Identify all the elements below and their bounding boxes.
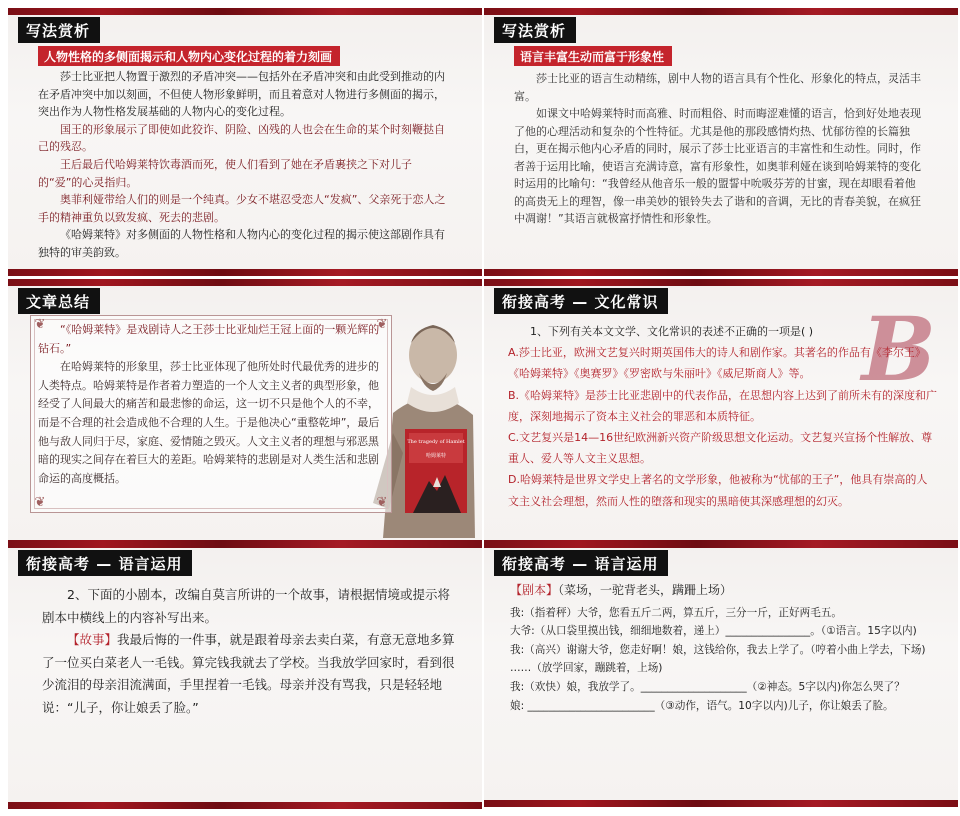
slide-title: 写法赏析 <box>18 17 100 43</box>
story <box>42 629 462 719</box>
book-cover-image <box>405 429 467 513</box>
slide-title: 衔接高考 — 文化常识 <box>494 288 668 314</box>
paragraph: 如课文中哈姆莱特时而高雅、时而粗俗、时而晦涩难懂的语言，恰到好处地表现了他的心理活动和复杂的个性特征。尤其是他的那段感情灼热、忧郁彷徨的长篇独白，更在揭示他内心矛盾的同时，展示了莎士比亚语言的丰富性和生动性。同时，作者善于运用比喻，使语言充满诗意，富有形象性，如奥菲利娅在谈到哈姆莱特的变化时运用的比喻句：“我曾经从他音乐一般的盟誓中吮吸芬芳的甘蜜，现在却眼看着他的高贵无上的理智，像一串美妙的银铃失去了谐和的音调，无比的青春美貌，在疯狂中凋谢！”其语言就极富抒情性和形象性。 <box>514 107 921 225</box>
option-b: B.《哈姆莱特》是莎士比亚悲剧中的代表作品，在思想内容上达到了前所未有的深度和广度，深刻地揭示了资本主义社会的罪恶和本质特征。 <box>508 388 938 423</box>
option-a: A.莎士比亚，欧洲文艺复兴时期英国伟大的诗人和剧作家。其著名的作品有《李尔王》《哈姆莱特》《奥赛罗》《罗密欧与朱丽叶》《威尼斯商人》等。 <box>508 346 926 381</box>
ornament-icon: ❦ <box>376 317 388 332</box>
script-header <box>510 581 940 600</box>
slide-body <box>38 68 448 262</box>
ornament-icon: ❦ <box>34 495 46 510</box>
script-line: 娘: ________________________（③动作，语气。10字以内)儿子，你让娘丢了脸。 <box>510 699 894 712</box>
paragraph: 莎士比亚的语言生动精练，剧中人物的语言具有个性化、形象化的特点，灵活丰富。 <box>514 72 921 103</box>
option-d: D.哈姆莱特是世界文学史上著名的文学形象，他被称为“忧郁的王子”，他具有崇高的人文主义社会理想，然而人性的堕落和现实的黑暗使其深感理想的幻灭。 <box>508 473 928 508</box>
story-label: 【故事】 <box>67 632 118 648</box>
bottom-bar <box>484 800 958 807</box>
slide-body <box>510 581 940 715</box>
script-line: 我:（指着秤）大爷，您看五斤二两，算五斤，三分一斤，正好两毛五。 <box>510 606 842 619</box>
question: 1、下列有关本文文学、文化常识的表述不正确的一项是( ) <box>530 325 814 338</box>
slide-body <box>38 321 388 488</box>
top-bar <box>484 8 958 15</box>
paragraph: 莎士比亚把人物置于激烈的矛盾冲突——包括外在矛盾冲突和由此受到推动的内在矛盾冲突中加以刻画，不但使人物形象鲜明，而且着意对人物进行多侧面的揭示，突出作为人物性格发展基础的人物内心的变化过程。 <box>38 70 445 119</box>
slide-title: 衔接高考 — 语言运用 <box>494 550 668 576</box>
book-title: The tragedy of Hamlet <box>407 439 465 445</box>
top-bar <box>8 279 482 286</box>
script-setting: （菜场，一驼背老头，蹒跚上场） <box>558 583 733 597</box>
slide-writing-analysis-1[interactable] <box>8 8 482 276</box>
slide-body <box>508 321 938 512</box>
slide-summary[interactable] <box>8 279 482 547</box>
option-c: C.文艺复兴是14—16世纪欧洲新兴资产阶级思想文化运动。文艺复兴宣扬个性解放、尊重人、爱人等人文主义思想。 <box>508 431 933 466</box>
slide-culture-question[interactable] <box>484 279 958 547</box>
slide-body <box>514 70 924 228</box>
top-bar <box>484 279 958 286</box>
paragraph: 国王的形象展示了即使如此狡诈、阴险、凶残的人也会在生命的某个时刻鞭挞自己的残忍。 <box>38 122 445 154</box>
question: 2、下面的小剧本，改编自莫言所讲的一个故事，请根据情境或提示将剧本中横线上的内容补写出来。 <box>42 587 450 625</box>
book-cn-title: 哈姆莱特 <box>425 453 447 459</box>
slide-title: 衔接高考 — 语言运用 <box>18 550 192 576</box>
ornament-icon: ❦ <box>34 317 46 332</box>
script-line: 大爷:（从口袋里摸出钱，细细地数着，递上）________________。（①语言。15字以内) <box>510 625 917 638</box>
story-text: 我最后悔的一件事，就是跟着母亲去卖白菜，有意无意地多算了一位买白菜老人一毛钱。算完钱我就去了学校。当我放学回家时，看到很少流泪的母亲泪流满面，手里捏着一毛钱。母亲并没有骂我，只是轻轻地说：“儿子，你让娘丢了脸。” <box>42 632 455 715</box>
paragraph: 在哈姆莱特的形象里，莎士比亚体现了他所处时代最优秀的进步的人类特点。哈姆莱特是作者着力塑造的一个人文主义者的典型形象，他经受了人间最大的痛苦和最悲惨的命运，这一切不只是他个人的不幸，而是不合理的社会造成他不合理的人生。于是他决心“重整乾坤”，最后他与敌人同归于尽，家庭、爱情随之毁灭。人文主义者的理想与邪恶黑暗的现实之间存在着巨大的差距。哈姆莱特的悲剧是对人类生活和悲剧命运的高度概括。 <box>38 360 380 485</box>
script-line: ……（放学回家，蹦跳着，上场) <box>510 662 663 675</box>
slide-language-script[interactable] <box>484 541 958 807</box>
paragraph: 《哈姆莱特》对多侧面的人物性格和人物内心的变化过程的揭示使这部剧作具有独特的审美韵致。 <box>38 228 445 259</box>
slide-body <box>42 584 462 720</box>
script-line: 我:（高兴）谢谢大爷，您走好啊！娘，这钱给你，我去上学了。（哼着小曲上学去，下场) <box>510 643 926 656</box>
top-bar <box>8 541 482 548</box>
paragraph: 王后最后代哈姆莱特饮毒酒而死，使人们看到了她在矛盾裹挟之下对儿子的“爱”的心灵指归。 <box>38 157 412 189</box>
bottom-bar <box>484 269 958 276</box>
answer-letter: B <box>861 297 936 401</box>
slide-subhead: 语言丰富生动而富于形象性 <box>514 46 672 66</box>
top-bar <box>484 541 958 548</box>
slide-subhead: 人物性格的多侧面揭示和人物内心变化过程的着力刻画 <box>38 46 340 66</box>
script-line: 我:（欢快）娘，我放学了。____________________（②神态。5字以内)你怎么哭了？ <box>510 680 905 693</box>
bottom-bar <box>8 802 482 809</box>
slide-title: 写法赏析 <box>494 17 576 43</box>
bottom-bar <box>8 269 482 276</box>
ornament-icon: ❦ <box>376 495 388 510</box>
slide-title: 文章总结 <box>18 288 100 314</box>
script-label: 【剧本】 <box>510 583 559 597</box>
top-bar <box>8 8 482 15</box>
slide-writing-analysis-2[interactable] <box>484 8 958 276</box>
slide-language-question[interactable] <box>8 541 482 809</box>
paragraph: 奥菲利娅带给人们的则是一个纯真。少女不堪忍受恋人“发疯”、父亲死于恋人之手的精神重负以致发疯、死去的悲剧。 <box>38 193 446 224</box>
quote: “《哈姆莱特》是戏剧诗人之王莎士比亚灿烂王冠上面的一颗光辉的钻石。” <box>38 323 380 355</box>
